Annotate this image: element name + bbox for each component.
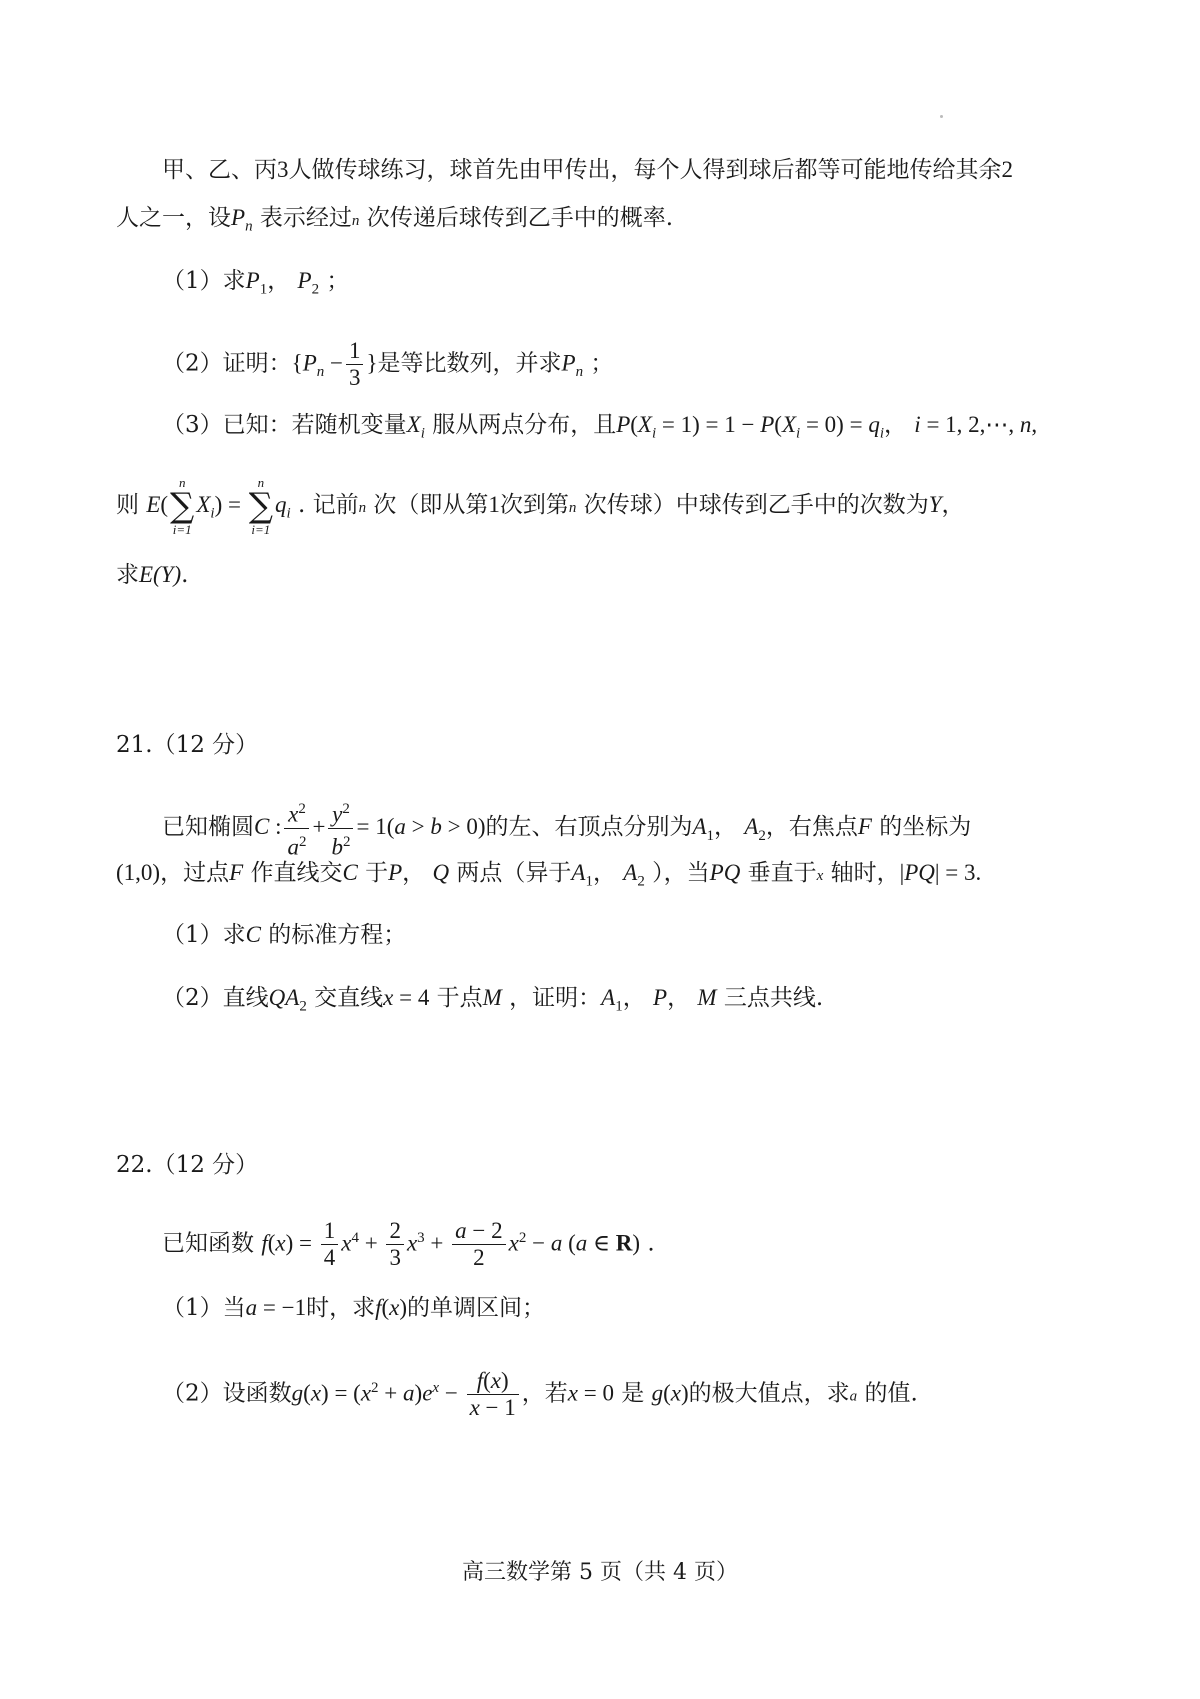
math: ) = [214, 492, 247, 517]
math: 1 [615, 998, 623, 1015]
math: { [291, 350, 303, 376]
math: + [312, 814, 326, 840]
p20-intro-line1 [162, 155, 1013, 185]
math: x [508, 1230, 519, 1256]
math: a [403, 1380, 415, 1406]
math: A [744, 814, 759, 840]
math: PQ [709, 860, 741, 885]
math: ( [630, 412, 638, 437]
math: } [366, 350, 378, 376]
text: 次到第 [499, 492, 569, 518]
math: i [796, 425, 801, 442]
math: > [405, 814, 431, 840]
label: （1）求 [162, 268, 246, 294]
math: 2 [299, 998, 307, 1015]
math: = 1( [356, 814, 395, 840]
text: 已知椭圆 [162, 814, 254, 841]
math: C [245, 922, 261, 947]
fraction-fx-over-x-minus-1: $\frac{f(x)}{x - 1}$ [467, 1368, 519, 1421]
math: = 0 [578, 1380, 614, 1406]
text: 已知函数 [162, 1230, 254, 1257]
label: （2）设函数 [162, 1380, 292, 1407]
p20-q2: （2）证明：{$P_n$ − $\frac{1}{3}$ }是等比数列，并求$P_n$ ； [162, 338, 614, 390]
math: ) [414, 1380, 423, 1406]
math: = 0) = [800, 412, 869, 437]
math: g [651, 1380, 664, 1406]
math: Y [928, 492, 942, 517]
p21-header [116, 730, 258, 760]
text: 次（即从第 [373, 492, 489, 518]
math: 2 [371, 1379, 379, 1396]
math: = 1, 2,⋯, [920, 412, 1020, 437]
math: i [879, 425, 884, 442]
math: = 1) = 1 − [656, 412, 761, 437]
math: q [274, 492, 287, 517]
math: + [424, 1230, 450, 1256]
text: 人之一，设 [116, 205, 231, 231]
math: a [575, 1230, 588, 1256]
math: = 4 [393, 985, 430, 1010]
var-n: n [351, 213, 360, 229]
text: 的值. [864, 1380, 918, 1407]
math: i [210, 505, 215, 522]
text: 的极大值点，求 [688, 1380, 850, 1407]
text: 次传球）中球传到乙手中的次数为 [583, 492, 929, 518]
p22-q1 [162, 1293, 545, 1323]
sum-symbol: n ∑ i=1 [170, 475, 195, 537]
label: （1）求 [162, 922, 246, 948]
text: 轴时， [830, 860, 900, 886]
math: F [857, 814, 872, 840]
text: 求 [116, 562, 139, 588]
math: + [378, 1380, 404, 1406]
fraction-y2-b2: $\frac{y^2}{b^2}$ [328, 796, 353, 860]
p21-q1 [162, 920, 406, 950]
math: 3 [417, 1229, 425, 1246]
text: ，过点 [160, 860, 230, 886]
fraction-two-thirds: $\frac{2}{3}$ [386, 1218, 404, 1271]
math: > 0) [441, 814, 486, 840]
math: x [389, 1295, 400, 1320]
text: 于 [365, 860, 389, 886]
math: f [261, 1230, 268, 1256]
math: X [637, 412, 652, 437]
p21-line2: (1,0)，过点F 作直线交C 于P， Q 两点（异于$A_1$， $A_2$ ），当PQ 垂直于x 轴时，|PQ| = 3. [116, 860, 982, 890]
math: ) [632, 1230, 641, 1256]
scan-dot [940, 115, 943, 118]
math: b [430, 814, 442, 840]
math: x [383, 985, 394, 1010]
text: 的坐标为 [879, 814, 972, 841]
math: f [375, 1295, 382, 1320]
math: F [229, 860, 244, 885]
math: E(Y) [139, 562, 182, 587]
math: P [561, 350, 576, 376]
math: 4 [351, 1229, 359, 1246]
math: A [692, 814, 707, 840]
text: 的标准方程； [268, 922, 407, 948]
math: 2 [758, 827, 766, 844]
num: 3 [277, 157, 289, 182]
math: E [146, 492, 161, 517]
math: n [358, 500, 367, 516]
text: 人做传球练习，球首先由甲传出，每个人得到球后都等可能地传给其余 [288, 157, 1002, 183]
fraction-one-third: $\frac{1}{3}$ [346, 338, 364, 391]
math: 1 [585, 873, 593, 890]
text: 的单调区间； [407, 1295, 546, 1321]
num: 2 [1001, 157, 1013, 182]
fraction-a-minus-2-over-2: $\frac{a - 2}{2}$ [452, 1218, 505, 1271]
text: 于点 [436, 985, 483, 1011]
text: ，若 [521, 1380, 568, 1407]
math: 1 [706, 827, 715, 844]
text: ），当 [652, 860, 710, 886]
sub-n: n [245, 218, 253, 235]
math: − [439, 1380, 464, 1406]
math: ( [663, 1380, 671, 1406]
p21-line1: 已知椭圆C : $\frac{x^2}{a^2}$ + $\frac{y^2}{b^2}$ = 1(a > b > 0)的左、右顶点分别为$A_1$， $A_2$，右焦点F 的坐标为 [162, 796, 971, 860]
math: , [1031, 412, 1038, 437]
math: ∈ [587, 1230, 616, 1256]
text: 甲、乙、丙 [162, 157, 277, 183]
math: P [297, 268, 312, 293]
math: | [899, 860, 905, 885]
math: x [432, 1379, 440, 1396]
math: X [196, 492, 211, 517]
math: 2 [518, 1229, 527, 1246]
math: a [394, 814, 406, 840]
p20-q3-line2: 则 E( n ∑ i=1 $X_i$) = n ∑ i=1 $q_i$ . 记前n 次（即从第1次到第n 次传球）中球传到乙手中的次数为Y， [116, 475, 965, 537]
sum-symbol: n ∑ i=1 [248, 475, 273, 537]
p20-q1: （1）求$P_1$， $P_2$ ； [162, 268, 350, 298]
math: x [310, 1380, 322, 1406]
math: P [616, 412, 631, 437]
math: ( [562, 1230, 576, 1256]
math: e [422, 1380, 433, 1406]
text: 三点共线. [723, 985, 824, 1011]
math: n [568, 500, 577, 516]
math: i [420, 425, 425, 442]
text: . 记前 [297, 492, 359, 518]
math: − [526, 1230, 551, 1256]
math: P [302, 350, 317, 376]
math: (1,0) [116, 860, 161, 885]
math: PQ [904, 860, 935, 885]
math: ( [381, 1295, 390, 1320]
math: M [697, 985, 717, 1010]
text: 垂直于 [747, 860, 817, 886]
math: ( [160, 492, 169, 517]
var-P: P [231, 205, 246, 230]
math: A [623, 860, 638, 885]
text: 次传递后球传到乙手中的概率. [366, 205, 673, 231]
math: ( [267, 1230, 276, 1256]
header: 22.（12 分） [116, 1152, 259, 1178]
math: x [670, 1380, 681, 1406]
math: C [342, 860, 358, 885]
math: P [245, 268, 260, 293]
p22-line1: 已知函数 f(x) = $\frac{1}{4}$ $x^4$ + $\frac{2}{3}$ $x^3$ + $\frac{a - 2}{2}$ $x^2 - a$ (a ∈ R) . [162, 1218, 655, 1270]
p20-q3-line1: （3）已知：若随机变量$X_i$ 服从两点分布，且$P(X_i = 1) = 1 - P(X_i = 0) = q_i$， i = 1, 2,⋯, n, [162, 412, 1038, 442]
text: ，证明： [509, 985, 602, 1011]
text: . [181, 562, 189, 588]
math: QA [268, 985, 300, 1010]
math: x [360, 1380, 372, 1406]
text: 交直线 [314, 985, 384, 1011]
math: n [316, 364, 325, 381]
text: 则 [116, 492, 139, 518]
text: 表示经过 [259, 205, 352, 231]
text: 服从两点分布，且 [432, 412, 617, 438]
label: （2）直线 [162, 985, 269, 1011]
text: ，右焦点 [765, 814, 858, 841]
math: ( [774, 412, 782, 437]
math: ) [681, 1380, 689, 1406]
math: R [615, 1230, 633, 1256]
math: 2 [311, 281, 320, 298]
p21-q2: （2）直线$QA_2$ 交直线x = 4 于点M ，证明：$A_1$， P， M 三点共线. [162, 985, 824, 1015]
math: P [653, 985, 668, 1010]
math: C [254, 814, 270, 840]
header: 21.（12 分） [116, 732, 259, 758]
p22-q2 [162, 1368, 918, 1421]
math: q [868, 412, 880, 437]
math: | = 3. [934, 860, 982, 885]
math: x [406, 1230, 418, 1256]
math: X [781, 412, 797, 437]
math: : [269, 814, 282, 840]
math: i [914, 412, 921, 437]
math: X [406, 412, 421, 437]
math: a [550, 1230, 563, 1256]
label: （1）当 [162, 1295, 246, 1321]
text: 作直线交 [250, 860, 343, 886]
math: ) = ( [321, 1380, 361, 1406]
math: A [571, 860, 586, 885]
p20-intro-line2 [116, 203, 673, 242]
math: n [1019, 412, 1032, 437]
math: x [341, 1230, 352, 1256]
math: 1 [259, 281, 268, 298]
math: ) = [285, 1230, 318, 1256]
math: P [388, 860, 403, 885]
math: 2 [637, 873, 645, 890]
math: i [651, 425, 657, 442]
math: n [575, 364, 584, 381]
math: = −1 [257, 1295, 307, 1320]
math: a [849, 1388, 858, 1405]
text: 两点（异于 [456, 860, 572, 886]
math: P [760, 412, 775, 437]
text: 是等比数列，并求 [377, 350, 562, 377]
page-footer: 高三数学第 5 页（共 4 页） [462, 1560, 738, 1585]
math: g [291, 1380, 304, 1406]
math: x [275, 1230, 286, 1256]
math: Q [432, 860, 450, 885]
p20-q3-line3 [116, 560, 188, 590]
math: A [601, 985, 616, 1010]
label: （3）已知：若随机变量 [162, 412, 407, 438]
math: a [245, 1295, 258, 1320]
fraction-x2-a2: $\frac{x^2}{a^2}$ [284, 796, 309, 860]
math: ( [303, 1380, 311, 1406]
text: 是 [621, 1380, 645, 1407]
math: ) [399, 1295, 408, 1320]
math: M [482, 985, 502, 1010]
math: + [358, 1230, 384, 1256]
math: i [286, 505, 291, 522]
text: 时，求 [306, 1295, 376, 1321]
fraction-one-quarter: $\frac{1}{4}$ [321, 1218, 339, 1271]
label: （2）证明： [162, 350, 292, 377]
p22-header [116, 1150, 258, 1180]
math: x [567, 1380, 578, 1406]
math: − [324, 350, 343, 376]
text: 的左、右顶点分别为 [485, 814, 693, 841]
num: 1 [488, 492, 500, 517]
math: x [816, 868, 824, 884]
